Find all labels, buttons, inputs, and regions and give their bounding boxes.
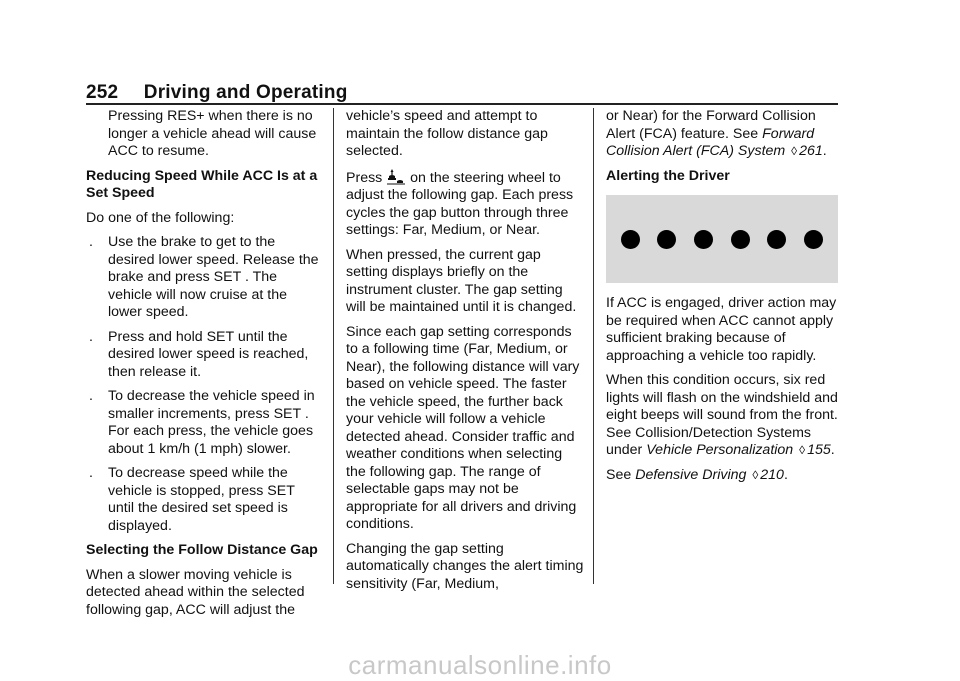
bullet-mark: .	[89, 234, 93, 250]
page-header	[86, 82, 348, 104]
six-lights-paragraph	[606, 372, 838, 460]
red-light-icon	[804, 230, 823, 249]
alert-lights-figure	[606, 195, 838, 283]
red-light-icon	[694, 230, 713, 249]
watermark: carmanualsonline.info	[348, 650, 612, 680]
current-gap-paragraph: When pressed, the current gap setting displays briefly on the instrument cluster. The gap setting will be maintained until it is changed.	[346, 246, 577, 315]
bullet-mark: .	[89, 388, 93, 404]
heading-alerting-driver: Alerting the Driver	[606, 167, 730, 184]
bullet-text: Use the brake to get to the desired lower speed. Release the brake and press SET . The vehicle will now cruise at the lower speed.	[108, 234, 319, 320]
fca-page-ref[interactable]: 261	[799, 143, 823, 159]
header-rule	[86, 103, 838, 105]
defensive-driving-link[interactable]: Defensive Driving	[635, 466, 747, 483]
list-item	[86, 388, 324, 458]
personalization-page-ref[interactable]: 155	[807, 442, 831, 458]
bullet-mark: .	[89, 465, 93, 481]
do-one-text: Do one of the following:	[86, 209, 235, 226]
fca-text: or Near) for the Forward Collision Alert (FCA) feature. See	[606, 108, 816, 142]
period: .	[783, 466, 788, 483]
alert-timing-paragraph: Changing the gap setting automatically changes the alert timing sensitivity (Far, Medium,	[346, 540, 584, 592]
list-item	[86, 465, 324, 535]
vehicle-personalization-link[interactable]: Vehicle Personalization	[646, 442, 794, 458]
bullet-text: Press and hold SET until the desired lower speed is reached, then release it.	[108, 328, 309, 380]
fca-link[interactable]: Forward Collision Alert (FCA) System	[606, 125, 815, 159]
column-2	[346, 108, 584, 600]
red-light-icon	[767, 230, 786, 249]
list-item	[86, 329, 324, 382]
speed-paragraph: vehicle’s speed and attempt to maintain the follow distance gap selected.	[346, 108, 548, 159]
page-ref-icon: ◊	[752, 467, 759, 482]
bullet-text: To decrease the vehicle speed in smaller increments, press SET . For each press, the vehicle goes about 1 km/h (1 mph) slower.	[108, 388, 315, 457]
page-number: 252	[86, 82, 119, 103]
page-ref-icon: ◊	[791, 144, 798, 158]
see-defensive-paragraph	[606, 467, 838, 485]
bullet-mark: .	[89, 328, 93, 345]
resume-paragraph: Pressing RES+ when there is no longer a vehicle ahead will cause ACC to resume.	[108, 108, 317, 159]
following-time-paragraph: Since each gap setting corresponds to a following time (Far, Medium, or Near), the following distance will vary based on vehicle speed. The faster the vehicle speed, the further back your vehicle will follow a vehicle detected ahead. Consider traffic and weather conditions when selecting the following gap. The range of selectable gaps may not be appropriate for all drivers and driving conditions.	[346, 323, 580, 532]
press-gap-paragraph	[346, 168, 584, 240]
column-1	[86, 108, 324, 626]
bullet-text: To decrease speed while the vehicle is stopped, press SET until the desired set speed is displayed.	[108, 465, 295, 534]
press-text: Press	[346, 169, 383, 186]
red-light-icon	[621, 230, 640, 249]
gap-description: on the steering wheel to adjust the following gap. Each press cycles the gap button through three settings: Far, Medium, or Near.	[346, 169, 574, 238]
period: .	[822, 143, 827, 159]
defensive-page-ref[interactable]: 210	[760, 466, 784, 483]
period: .	[830, 442, 835, 458]
follow-gap-icon	[386, 168, 406, 185]
column-divider	[593, 108, 594, 584]
slower-vehicle-paragraph: When a slower moving vehicle is detected ahead within the selected following gap, ACC will adjust the	[86, 566, 305, 618]
heading-reducing-speed: Reducing Speed While ACC Is at a Set Speed	[86, 167, 318, 201]
red-light-icon	[731, 230, 750, 249]
six-lights-text: When this condition occurs, six red lights will flash on the windshield and eight beeps will sound from the front. See Collision/Detection Systems under	[606, 372, 838, 458]
see-text: See	[606, 466, 632, 483]
fca-paragraph	[606, 108, 838, 161]
heading-follow-gap: Selecting the Follow Distance Gap	[86, 542, 318, 558]
column-divider	[333, 108, 334, 584]
page-ref-icon: ◊	[799, 443, 806, 457]
list-item	[86, 234, 324, 322]
section-title: Driving and Operating	[143, 82, 348, 103]
column-3	[606, 108, 838, 491]
red-light-icon	[657, 230, 676, 249]
driver-action-paragraph: If ACC is engaged, driver action may be required when ACC cannot apply sufficient braking because of approaching a vehicle too rapidly.	[606, 295, 837, 364]
